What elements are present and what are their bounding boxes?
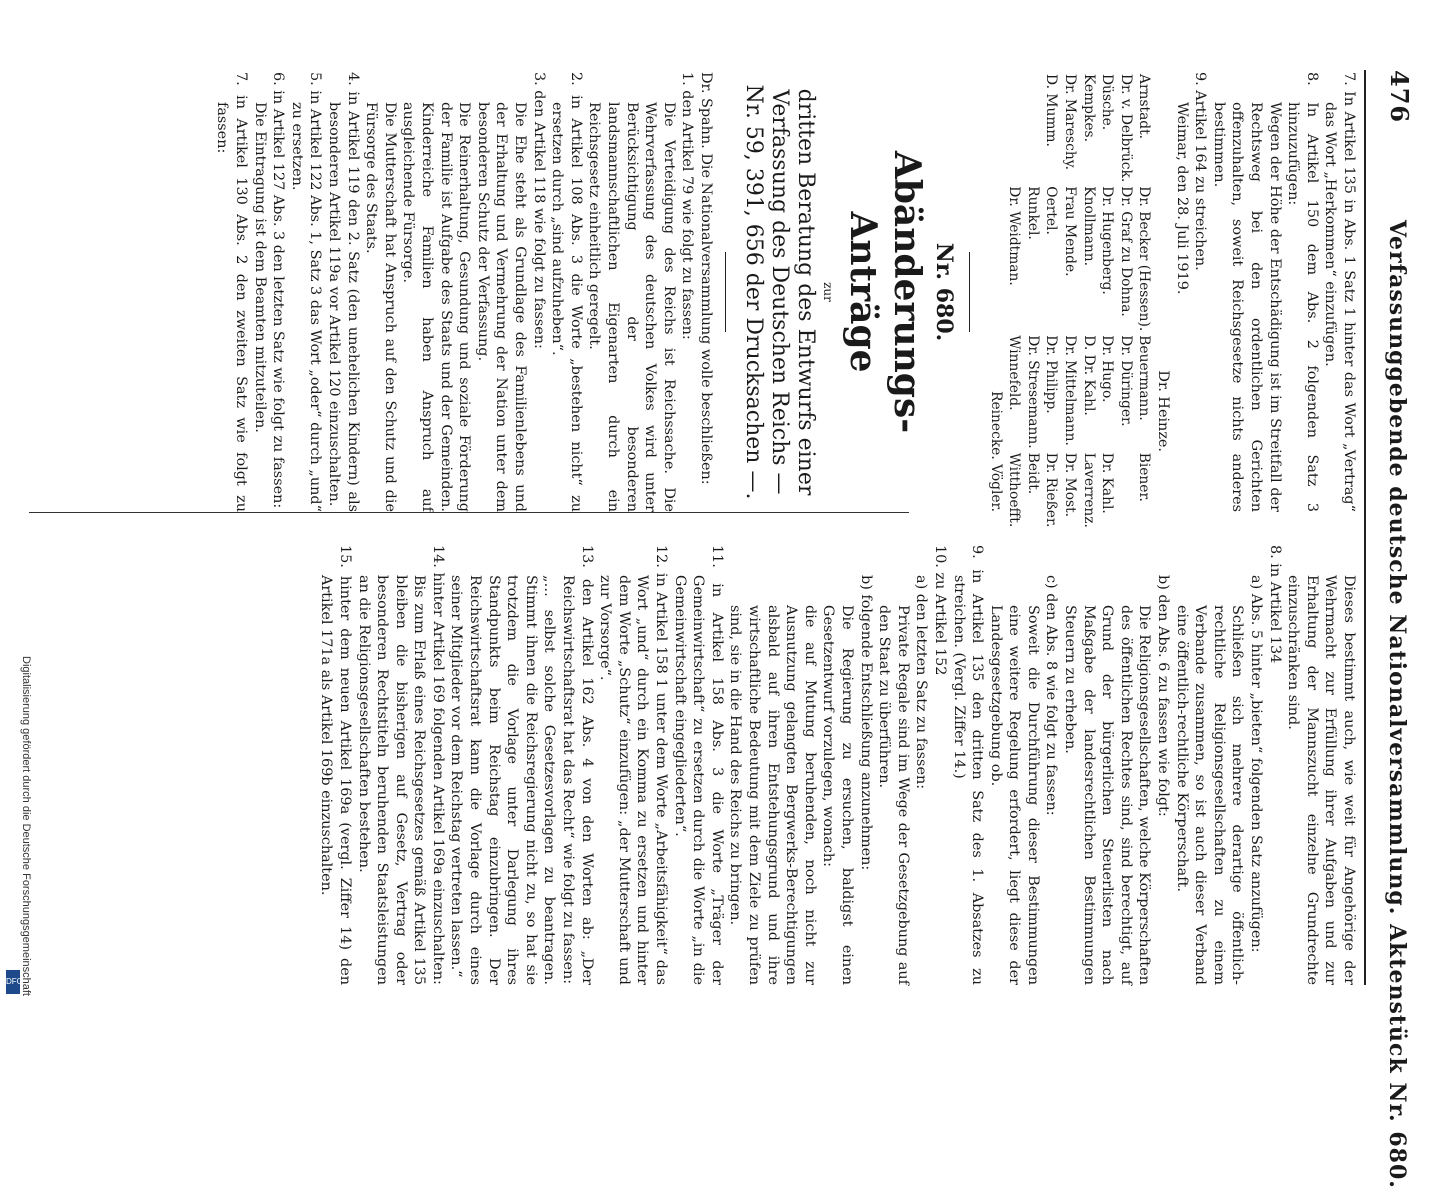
signer: Dr. Weidtman. <box>1006 186 1023 286</box>
dfg-logo: DFG <box>6 970 20 994</box>
page-header <box>1364 70 1416 1189</box>
funding-note: Digitalisierung gefördert durch die Deutsche Forschungsgemeinschaft <box>20 656 32 996</box>
signer: Dr. Rießer. <box>1043 452 1060 528</box>
signer-row <box>1023 72 1042 530</box>
document-subtitle: dritten Beratung des Entwurfs einer Verfassung des Deutschen Reichs — Nr. 59, 391, 656 der Drucksachen —. <box>740 84 818 500</box>
left-column <box>213 72 1358 528</box>
item-8-quote: Wegen der Höhe der Entschädigung ist im Streitfall der Rechtsweg bei den ordentlichen Gerichten offenzuhalten, soweit Reichsgesetze nichts anderes bestimmen. <box>1210 102 1283 512</box>
document-title: Abänderungs-Anträge <box>841 150 928 434</box>
signer: Witthoefft. <box>1006 452 1023 528</box>
signer: Winnefeld. <box>1006 335 1023 411</box>
signer-table <box>1005 72 1154 530</box>
signer: Dr. Hugenberg. <box>1099 186 1116 295</box>
signer: Beuermann. <box>1136 335 1153 421</box>
amendment-6-quote: Die Eintragung ist dem Beamten mitzuteilen. <box>251 102 268 433</box>
section-rule <box>969 252 970 332</box>
column-divider <box>29 512 909 513</box>
date-line: Weimar, den 28. Juli 1919. <box>1173 102 1190 295</box>
amendment-8b-quote: Die Religionsgesellschaften, welche Körperschaften des öffentlichen Rechtes sind, sind berechtigt, auf Grund der bürgerlichen Steuerlisten nach Maßgabe der landesrechtlichen Bestimmungen Steuern zu erheben. <box>1062 605 1153 985</box>
item-7: 7. In Artikel 135 in Abs. 1 Satz 1 hinter das Wort „Vertrag“ das Wort „Herkommen“ einzufügen. <box>1322 72 1357 512</box>
amendment-3: 3. den Artikel 118 wie folgt zu fassen: <box>530 72 547 349</box>
signer: Knollmann. <box>1080 186 1097 267</box>
signer: Biener. <box>1136 452 1153 502</box>
amendment-3-quote: Die Ehe steht als Grundlage des Familienlebens und der Erhaltung und Vermehrung der Nation unter dem besonderen Schutz der Verfassung. <box>474 102 528 512</box>
running-title: Verfassunggebende deutsche Nationalversammlung. Aktenstück Nr. 680. <box>1384 220 1410 1189</box>
amendment-11: 11. in Artikel 158 Abs. 3 die Worte „Träger der Gemeinwirtschaft“ zu ersetzen durch die Worte „in die Gemeinwirtschaft eingegliederten“. <box>671 545 725 985</box>
amendment-3-quote: Die Mutterschaft hat Anspruch auf den Schutz und die Fürsorge des Staats. <box>363 102 398 512</box>
amendment-5: 5. in Artikel 122 Abs. 1, Satz 3 das Wort „oder“ durch „und“ zu ersetzen. <box>288 72 324 512</box>
signer <box>1023 72 1042 184</box>
amendment-13-quote: „… selbst solche Gesetzesvorlagen zu beantragen. Stimmt ihnen die Reichsregierung nicht zu, so hat sie trotzdem die Vorlage unter Darlegung ihres Standpunkts beim Reichstag einzubringen. Der Reichswirtschaftsrat kann die Vorlage durch eines seiner Mitglieder vor dem Reichstag vertreten lassen.“ <box>448 575 558 985</box>
signer: Dr. Kahl. <box>1099 452 1116 514</box>
amendment-14: 14. hinter Artikel 169 folgenden Artikel 169a einzuschalten: <box>429 545 446 985</box>
signer: Dr. v. Delbrück. <box>1117 74 1134 183</box>
signer: Oertel. <box>1043 186 1060 235</box>
right-column <box>317 545 1358 985</box>
signer: Dr. Philipp. <box>1043 335 1060 414</box>
signer-row <box>1098 72 1117 530</box>
signer: Dr. Most. <box>1062 452 1079 518</box>
amendment-1-quote: Die Verteidigung des Reichs ist Reichssache. Die Wehrverfassung des deutschen Volkes wird unter Berücksichtigung der besonderen landsmannschaftlichen Eigenarten durch ein Reichsgesetz einheitlich geregelt. <box>586 102 677 512</box>
signer-row <box>1042 72 1061 530</box>
signer-row <box>1061 72 1080 530</box>
amendment-10b-quote: Die Regierung zu ersuchen, baldigst einen Gesetzentwurf vorzulegen, wonach: <box>820 605 855 985</box>
amendment-8a: a) Abs. 5 hinter „bieten“ folgenden Satz anzufügen: <box>1248 575 1265 953</box>
section-rule <box>725 252 726 332</box>
amendment-10b-quote: die auf Mutung beruhenden, noch nicht zur Ausnutzung gelangten Bergwerks-Berechtigungen alsbald auf ihren Entstehungsgrund und ihre wirtschaftliche Bedeutung mit dem Ziele zu prüfen sind, sie in die Hand des Reichs zu bringen. <box>727 605 818 985</box>
amendment-2: 2. in Artikel 108 Abs. 3 die Worte „bestehen nicht“ zu ersetzen durch „sind aufzuheben“. <box>549 72 584 512</box>
signer-lead: Dr. Heinze. <box>1155 370 1172 452</box>
amendment-1: 1. den Artikel 79 wie folgt zu fassen: <box>679 72 696 340</box>
amendment-8a-quote: Schließen sich mehrere derartige öffentlich-rechtliche Religionsgesellschaften zu einem Verbande zusammen, so ist auch dieser Verband eine öffentlich-rechtliche Körperschaft. <box>1173 605 1246 985</box>
signer: Dr. Graf zu Dohna. <box>1117 186 1134 317</box>
signer: D. Dr. Kahl. <box>1080 335 1097 416</box>
amendment-4: 4. in Artikel 119 den 2. Satz (den unehelichen Kindern) als besonderen Artikel 119a vor Artikel 120 einzuschalten. <box>326 72 361 512</box>
amendment-10a: a) den letzten Satz zu fassen: <box>913 575 930 790</box>
signer: Dr. Becker (Hessen). <box>1136 186 1153 332</box>
signer: D. Mumm. <box>1043 74 1060 147</box>
signer: Dr. Mareschy. <box>1062 74 1079 171</box>
document-number: Nr. 680. <box>931 242 958 342</box>
signer: Runkel. <box>1024 186 1041 240</box>
signer <box>1005 72 1024 184</box>
signer: Dr. Mittelmann. <box>1062 335 1079 446</box>
amendment-10b: b) folgende Entschließung anzunehmen: <box>857 575 874 871</box>
signers-extra: Reinecke. Vögler. <box>987 391 1004 512</box>
amendment-8: 8. in Artikel 134 <box>1266 545 1283 664</box>
signer: Dr. Düringer. <box>1117 335 1134 427</box>
amendment-13: 13. den Artikel 162 Abs. 4 von den Worten ab: „Der Reichswirtschaftsrat hat das Recht“ wie folgt zu fassen: <box>560 545 595 985</box>
signer-row <box>1135 72 1154 530</box>
signer: Frau Mende. <box>1062 186 1079 277</box>
amendment-10a-quote: Private Regale sind im Wege der Gesetzgebung auf den Staat zu überführen. <box>876 605 911 985</box>
page-number: 476 <box>1385 70 1414 124</box>
amendment-7: 7. in Artikel 130 Abs. 2 den zweiten Satz wie folgt zu fassen: <box>214 72 250 512</box>
amendment-8c: c) den Abs. 8 wie folgt zu fassen: <box>1043 575 1060 816</box>
signer-row <box>1079 72 1098 530</box>
document-zur: zur <box>820 282 835 302</box>
signer-row <box>1005 72 1024 530</box>
item-8: 8. In Artikel 150 dem Abs. 2 folgenden Satz 3 hinzuzufügen: <box>1285 72 1320 512</box>
footer-strip <box>6 4 32 996</box>
signer: Laverrenz. <box>1080 452 1097 528</box>
amendment-10: 10. zu Artikel 152 <box>931 545 948 676</box>
signer: Düsche. <box>1099 74 1116 131</box>
amendment-12: 12. in Artikel 158 1 unter dem Worte „Arbeitsfähigkeit“ das Wort „und“ durch ein Komma zu ersetzen und hinter dem Worte „Schutz“ einzufügen: „der Mutterschaft und zur Vorsorge“. <box>597 545 670 985</box>
item-9: 9. Artikel 164 zu streichen. <box>1192 72 1209 271</box>
signer: Dr. Stresemann. <box>1024 335 1041 449</box>
signer: Arnstadt. <box>1136 74 1153 140</box>
signer <box>1116 451 1135 530</box>
signer-row <box>1116 72 1135 530</box>
amendment-15: 15. hinter dem neuen Artikel 169a (vergl. Ziffer 14) den Artikel 171a als Artikel 169b einzuschalten. <box>318 545 353 985</box>
amendment-6: 6. in Artikel 127 Abs. 3 den letzten Satz wie folgt zu fassen: <box>270 72 287 509</box>
signer: Kempkes. <box>1080 74 1097 143</box>
motion-intro: Dr. Spahn. Die Nationalversammlung wolle beschließen: <box>697 72 714 485</box>
amendment-8c-quote: Soweit die Durchführung dieser Bestimmungen eine weitere Regelung erfordert, liegt diese der Landesgesetzgebung ob. <box>987 605 1041 985</box>
amendment-9: 9. in Artikel 135 den dritten Satz des 1. Absatzes zu streichen. (Vergl. Ziffer 14.) <box>950 545 986 985</box>
amendment-3-quote: Die Reinerhaltung, Gesundung und soziale Förderung der Familie ist Aufgabe des Staats und der Gemeinden. Kinderreiche Familien haben Anspruch auf ausgleichende Fürsorge. <box>400 102 473 512</box>
amendment-14-quote: Bis zum Erlaß eines Reichsgesetzes gemäß Artikel 135 bleiben die bisherigen auf Gesetz, Vertrag oder besonderen Rechtstiteln beruhenden Staatsleistungen an die Religionsgesellschaften bestehen. <box>355 575 428 985</box>
amendment-8b: b) den Abs. 6 zu fassen wie folgt: <box>1155 575 1172 817</box>
continuation-quote: Dieses bestimmt auch, wie weit für Angehörige der Wehrmacht zur Erfüllung ihrer Aufgaben und zur Erhaltung der Mannszucht einzelne Grundrechte einzuschränken sind. <box>1285 575 1357 985</box>
signer: Beidt. <box>1024 452 1041 495</box>
signer: Dr. Hugo. <box>1099 335 1116 403</box>
